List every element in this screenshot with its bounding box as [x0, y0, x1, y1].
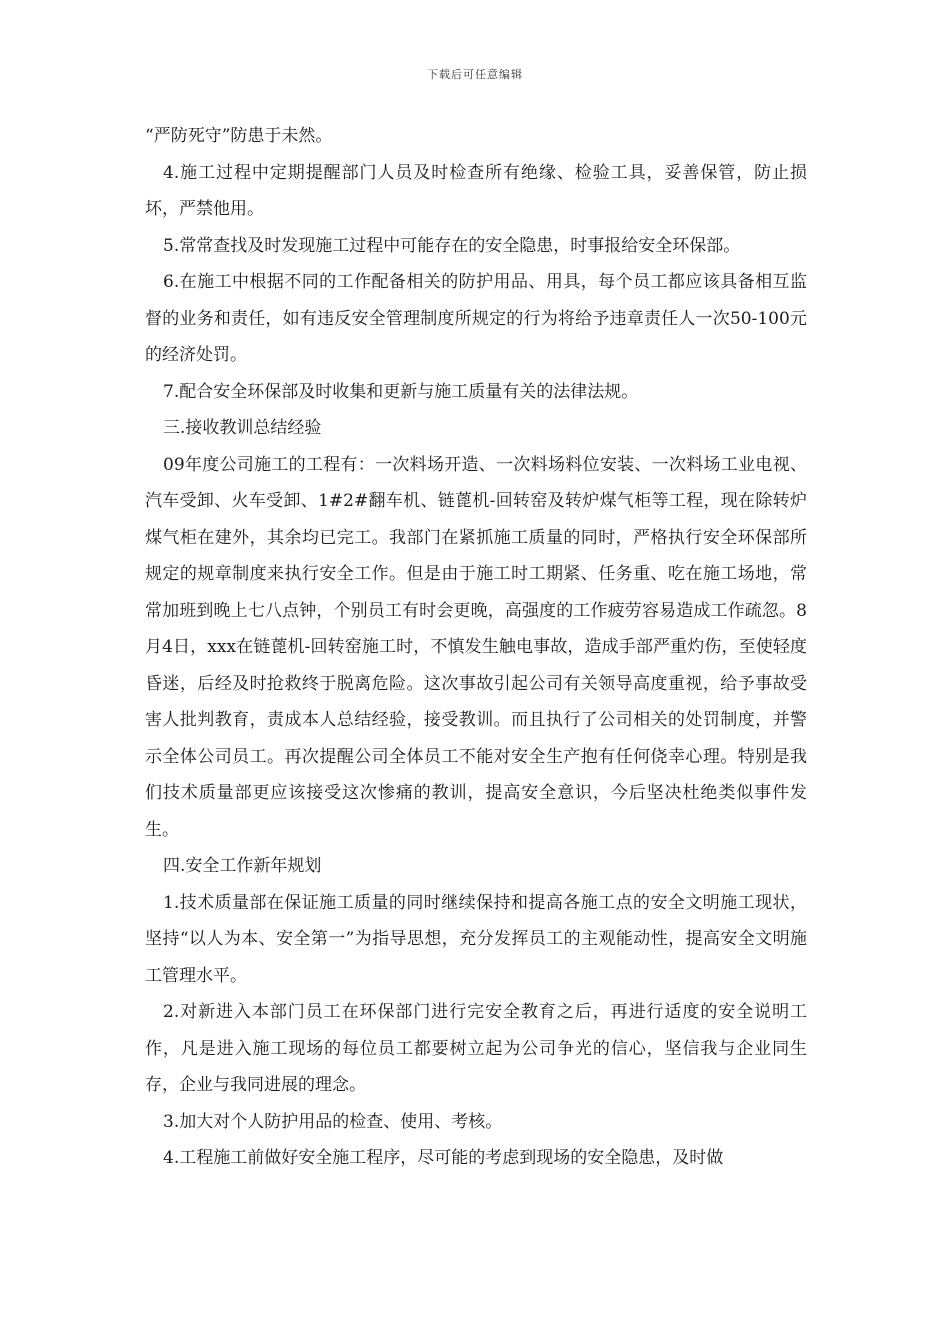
paragraph: 1.技术质量部在保证施工质量的同时继续保持和提高各施工点的安全文明施工现状，坚持“以人为本、安全第一”为指导思想，充分发挥员工的主观能动性，提高安全文明施工管理水平。	[145, 892, 807, 986]
section-heading: 四.安全工作新年规划	[163, 856, 322, 876]
paragraph: 7.配合安全环保部及时收集和更新与施工质量有关的法律法规。	[163, 381, 639, 402]
paragraph: 6.在施工中根据不同的工作配备相关的防护用品、用具，每个员工都应该具备相互监督的业务和责任，如有违反安全管理制度所规定的行为将给予违章责任人一次50-100元的经济处罚。	[145, 272, 807, 365]
page-header: 下载后可任意编辑	[427, 68, 523, 81]
paragraph: 5.常常查找及时发现施工过程中可能存在的安全隐患，时事报给安全环保部。	[163, 235, 741, 256]
paragraph: 4.施工过程中定期提醒部门人员及时检查所有绝缘、检验工具，妥善保管，防止损坏，严禁他用。	[145, 162, 807, 219]
paragraph: 4.工程施工前做好安全施工程序，尽可能的考虑到现场的安全隐患，及时做	[163, 1148, 724, 1168]
paragraph: “严防死守”防患于未然。	[145, 126, 333, 146]
paragraph: 3.加大对个人防护用品的检查、使用、考核。	[163, 1111, 503, 1132]
section-heading: 三.接收教训总结经验	[163, 418, 322, 438]
paragraph: 09年度公司施工的工程有：一次料场开造、一次料场料位安装、一次料场工业电视、汽车受卸、火车受卸、1#2#翻车机、链蓖机-回转窑及转炉煤气柜等工程，现在除转炉煤气柜在建外，其余均已完工。我部门在紧抓施工质量的同时，严格执行安全环保部所规定的规章制度来执行安全工作。但是由于施工时工期紧、任务重、吃在施工场地，常常加班到晚上七八点钟，个别员工有时会更晚，高强度的工作疲劳容易造成工作疏忽。8月4日，xxx在链蓖机-回转窑施工时，不慎发生触电事故，造成手部严重灼伤，至使轻度昏迷，后经及时抢救终于脱离危险。这次事故引起公司有关领导高度重视，给予事故受害人批判教育，责成本人总结经验，接受教训。而且执行了公司相关的处罚制度，并警示全体公司员工。再次提醒公司全体员工不能对安全生产抱有任何侥幸心理。特别是我们技术质量部更应该接受这次惨痛的教训，提高安全意识，今后坚决杜绝类似事件发生。	[145, 454, 807, 840]
paragraph: 2.对新进入本部门员工在环保部门进行完安全教育之后，再进行适度的安全说明工作，凡是进入施工现场的每位员工都要树立起为公司争光的信心，坚信我与企业同生存，企业与我同进展的理念。	[145, 1002, 807, 1095]
document-body	[145, 118, 807, 1177]
